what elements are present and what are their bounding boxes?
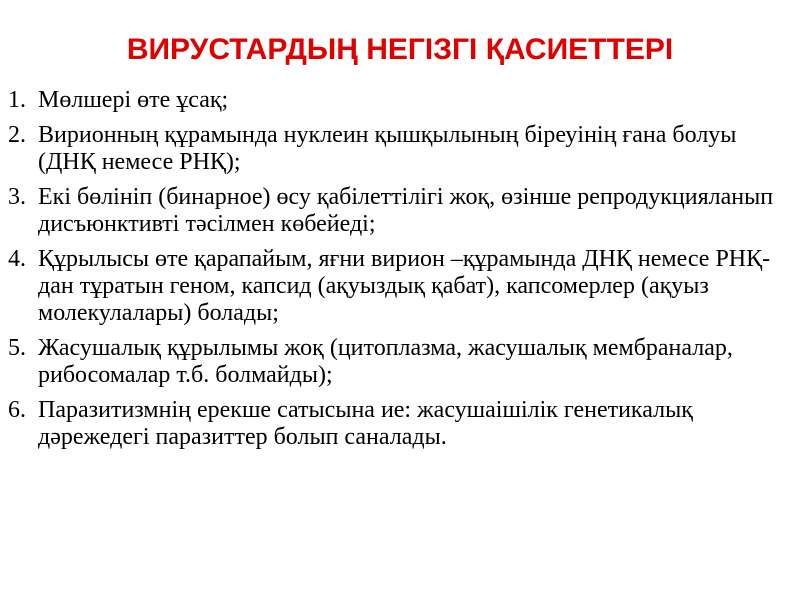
- item-text: Екі бөлініп (бинарное) өсу қабілеттілігі жоқ, өзінше репродукцияланып дисъюнктивті тәсілмен көбейеді;: [38, 184, 774, 237]
- item-number: 3.: [8, 184, 26, 210]
- list-item: [8, 184, 793, 238]
- item-number: 4.: [8, 246, 26, 272]
- item-text: Паразитизмнің ерекше сатысына ие: жасушаішілік генетикалық дәрежедегі паразиттер болып саналады.: [38, 397, 693, 450]
- item-number: 2.: [8, 122, 26, 148]
- item-number: 1.: [8, 87, 26, 113]
- item-text: Құрылысы өте қарапайым, яғни вирион –құрамында ДНҚ немесе РНҚ-дан тұратын геном, капсид (ақуыздық қабат), капсомерлер (ақуыз молекулалары) болады;: [38, 246, 771, 326]
- list-item: [8, 87, 793, 114]
- item-text: Мөлшері өте ұсақ;: [38, 87, 229, 113]
- list-item: [8, 246, 793, 327]
- item-number: 5.: [8, 335, 26, 361]
- item-text: Вирионның құрамында нуклеин қышқылының біреуінің ғана болуы (ДНҚ немесе РНҚ);: [38, 122, 737, 175]
- list-item: [8, 397, 793, 451]
- list-item: [8, 335, 793, 389]
- item-number: 6.: [8, 397, 26, 423]
- properties-list: [8, 87, 793, 459]
- slide-title: ВИРУСТАРДЫҢ НЕГІЗГІ ҚАСИЕТТЕРІ: [126, 33, 674, 66]
- list-item: [8, 122, 793, 176]
- item-text: Жасушалық құрылымы жоқ (цитоплазма, жасушалық мембраналар, рибосомалар т.б. болмайды);: [38, 335, 733, 388]
